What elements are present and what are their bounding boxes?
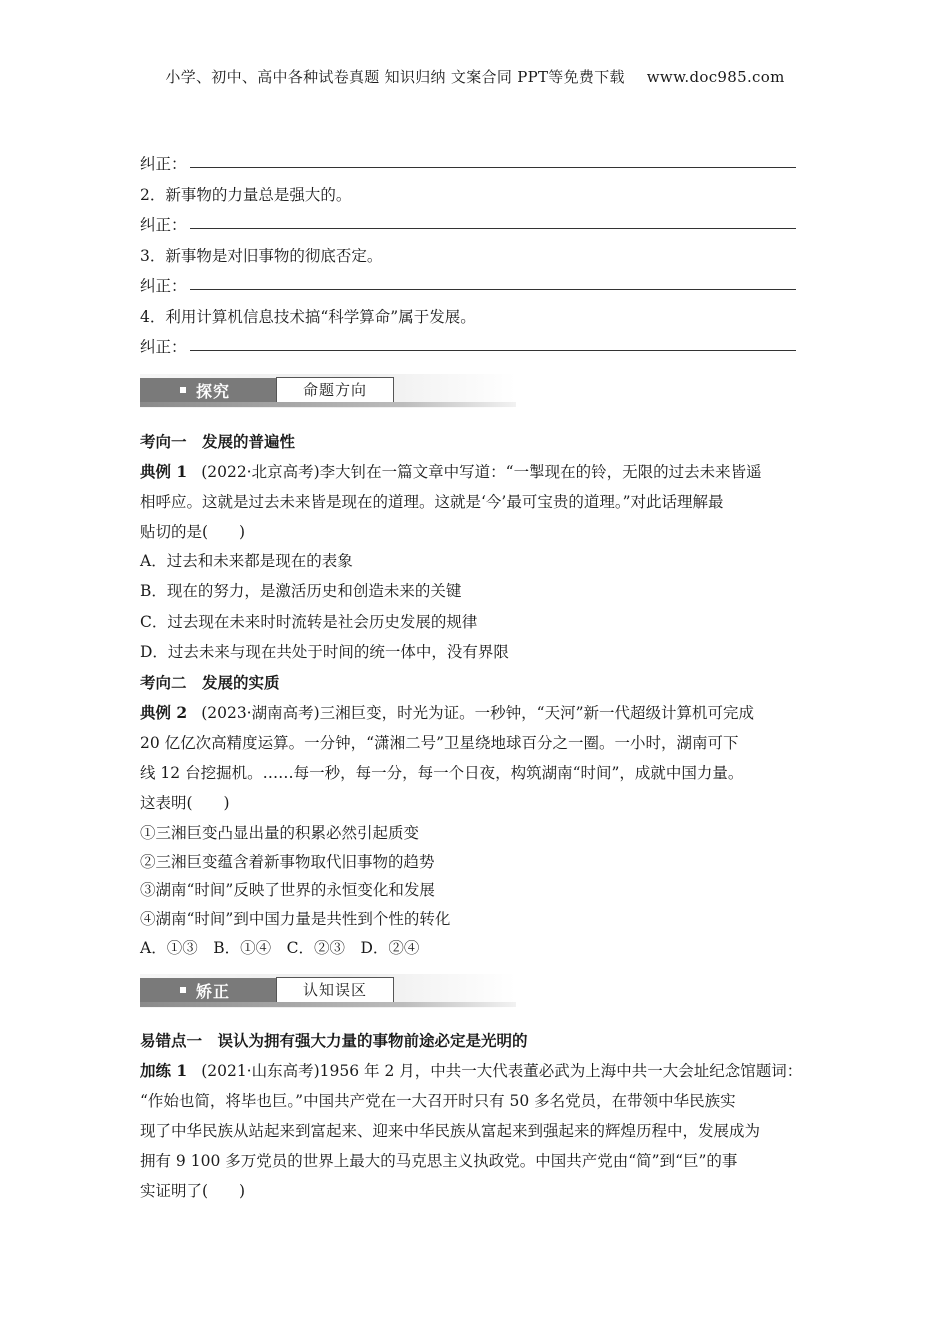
answer-choices: A．①③ B．①④ C．②③ D．②④	[140, 939, 420, 957]
example-line: 20 亿亿次高精度运算。一分钟，“潇湘二号”卫星绕地球百分之一圈。一小时，湖南可下	[140, 734, 739, 752]
statement-item: ①三湘巨变凸显出量的积累必然引起质变	[140, 824, 420, 842]
example-line: 贴切的是( )	[140, 523, 246, 541]
statement: 4．利用计算机信息技术搞“科学算命”属于发展。	[140, 308, 476, 326]
statement-item: ③湖南“时间”反映了世界的永恒变化和发展	[140, 881, 435, 899]
option: C．过去现在未来时时流转是社会历史发展的规律	[140, 613, 478, 631]
drill-label: 加练 1	[140, 1061, 188, 1080]
correction-label: 纠正：	[140, 155, 187, 173]
statement: 2．新事物的力量总是强大的。	[140, 186, 352, 204]
topic-heading: 考向二 发展的实质	[140, 673, 280, 692]
example-line: 线 12 台挖掘机。……每一秒，每一分，每一个日夜，构筑湖南“时间”，成就中国力量。	[140, 764, 744, 782]
error-heading: 易错点一 误认为拥有强大力量的事物前途必定是光明的	[140, 1031, 528, 1050]
banner-box: 命题方向	[276, 377, 394, 403]
option: B．现在的努力，是激活历史和创造未来的关键	[140, 582, 462, 600]
correction-line	[140, 213, 796, 235]
header-site: www.doc985.com	[646, 68, 785, 86]
statement-item: ④湖南“时间”到中国力量是共性到个性的转化	[140, 910, 451, 928]
section-banner-explore	[140, 374, 516, 408]
example-label: 典例 1	[140, 462, 188, 481]
drill-line: 拥有 9 100 多万党员的世界上最大的马克思主义执政党。中国共产党由“简”到“巨”的事	[140, 1152, 738, 1170]
option: D．过去未来与现在共处于时间的统一体中，没有界限	[140, 643, 509, 661]
example-line: 这表明( )	[140, 794, 230, 812]
topic-heading: 考向一 发展的普遍性	[140, 432, 296, 451]
page-header	[0, 66, 950, 87]
correction-line	[140, 152, 796, 174]
example-line: 典例 1 (2022·北京高考)李大钊在一篇文章中写道：“一掣现在的铃，无限的过去未来皆遥	[140, 462, 762, 481]
correction-label: 纠正：	[140, 338, 187, 356]
correction-label: 纠正：	[140, 277, 187, 295]
drill-line: “作始也简，将毕也巨。”中国共产党在一大召开时只有 50 多名党员，在带领中华民族实	[140, 1092, 736, 1110]
example-line: 相呼应。这就是过去未来皆是现在的道理。这就是‘今’最可宝贵的道理。”对此话理解最	[140, 493, 724, 511]
drill-line: 实证明了( )	[140, 1182, 246, 1200]
option: A．过去和未来都是现在的表象	[140, 552, 353, 570]
header-text: 小学、初中、高中各种试卷真题 知识归纳 文案合同 PPT等免费下载	[165, 68, 625, 86]
statement: 3．新事物是对旧事物的彻底否定。	[140, 247, 383, 265]
banner-tag: 矫正	[196, 982, 231, 1001]
correction-line	[140, 274, 796, 296]
correction-label: 纠正：	[140, 216, 187, 234]
statement-item: ②三湘巨变蕴含着新事物取代旧事物的趋势	[140, 853, 435, 871]
section-banner-correct	[140, 974, 516, 1008]
drill-line: 现了中华民族从站起来到富起来、迎来中华民族从富起来到强起来的辉煌历程中，发展成为	[140, 1122, 761, 1140]
drill-line: 加练 1 (2021·山东高考)1956 年 2 月，中共一大代表董必武为上海中共一大会址纪念馆题词：	[140, 1061, 803, 1080]
correction-line	[140, 335, 796, 357]
example-line: 典例 2 (2023·湖南高考)三湘巨变，时光为证。一秒钟，“天河”新一代超级计算机可完成	[140, 703, 755, 722]
banner-box: 认知误区	[276, 977, 394, 1003]
example-label: 典例 2	[140, 703, 188, 722]
banner-tag: 探究	[196, 382, 231, 401]
